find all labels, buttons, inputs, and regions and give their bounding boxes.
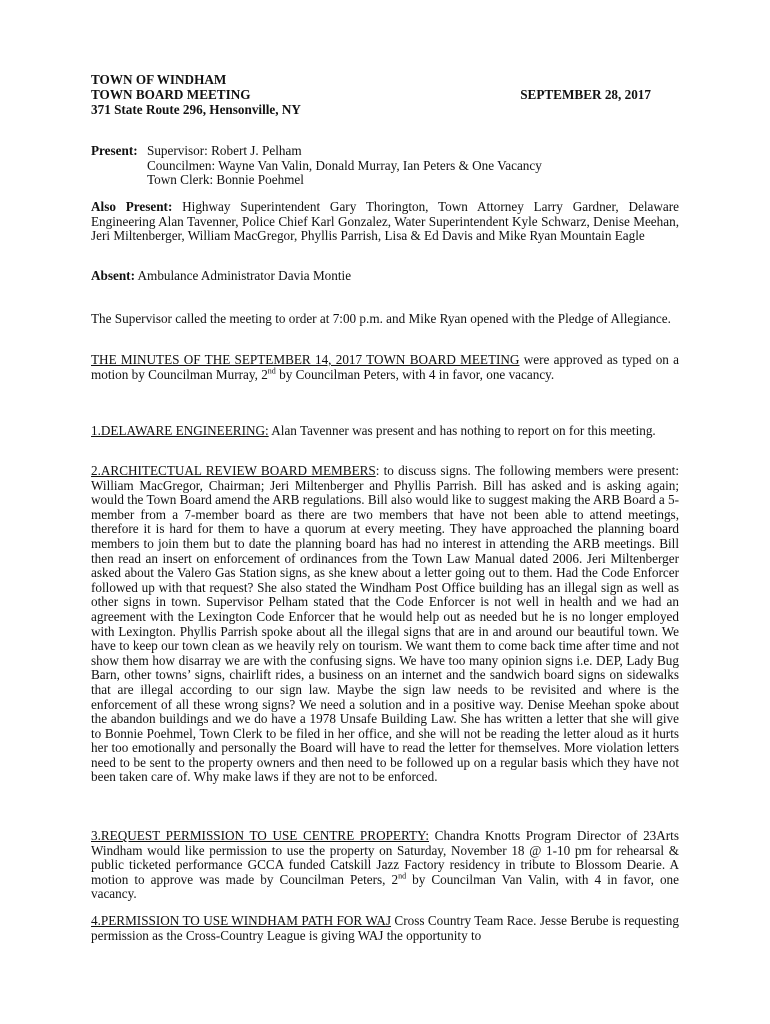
meeting-date: SEPTEMBER 28, 2017	[520, 87, 651, 102]
document-header	[91, 72, 651, 117]
item-3-text-b: by Councilman Van Valin, with 4 in favor, one vacancy.	[91, 871, 680, 902]
item-4-paragraph	[91, 914, 679, 943]
minutes-heading: THE MINUTES OF THE SEPTEMBER 14, 2017 TOWN BOARD MEETING	[91, 352, 520, 367]
also-present-paragraph	[91, 200, 679, 244]
meeting-title: TOWN BOARD MEETING	[91, 87, 251, 102]
town-name: TOWN OF WINDHAM	[91, 72, 227, 87]
item-3-paragraph	[91, 829, 679, 902]
absent-text: Ambulance Administrator Davia Montie	[134, 268, 352, 283]
also-present-text: Highway Superintendent Gary Thorington, Town Attorney Larry Gardner, Delaware Engineering Alan Tavenner, Police Chief Karl Gonzalez, Water Superintendent Kyle Schwarz, Denise Meehan, Jeri Miltenberger, William MacGregor, Phyllis Parrish, Lisa & Ed Davis and Mike Ryan Mountain Eagle	[91, 199, 679, 244]
item-1-heading: 1.DELAWARE ENGINEERING:	[91, 423, 269, 438]
item-4-text: Cross Country Team Race. Jesse Berube is requesting permission as the Cross-Country League is giving WAJ the opportunity to	[91, 913, 679, 943]
absent-label: Absent:	[91, 268, 135, 283]
also-present-label: Also Present:	[91, 199, 173, 214]
present-councilmen: Councilmen: Wayne Van Valin, Donald Murray, Ian Peters & One Vacancy	[147, 157, 542, 173]
minutes-superscript: nd	[267, 366, 276, 376]
item-2-heading: 2.ARCHITECTUAL REVIEW BOARD MEMBERS	[91, 463, 376, 478]
item-2-text: : to discuss signs. The following members were present: William MacGregor, Chairman; Jeri Miltenberger and Phyllis Parrish. Bill has asked and is asking again; would the Town Board amend the ARB regulations. Bill also would like to suggest making the ARB Board a 5-member from a 7-member board as there are two members that have not been able to attend meetings, therefore it is hard for them to have a quorum at every meeting. They have approached the planning board members to join them but to date the planning board has had no interest in attending the ARB meetings. Bill then read an insert on enforcement of ordinances from the Town Law Manual dated 2006. Jeri Miltenberger asked about the Valero Gas Station signs, as she knew about a letter going out to them. Had the Code Enforcer followed up with that request? She also stated the Windham Post Office building has an illegal sign as well as other signs in town. Supervisor Pelham stated that the Code Enforcer is not well in health and we had an agreement with the Lexington Code Enforcer that he would help out as needed but he is no longer employed with Lexington. Phyllis Parrish spoke about all the illegal signs that are in and around our beautiful town. We have to keep our town clean as we heavily rely on tourism. We want them to come back time after time and not show them how disarray we are with the confusing signs. We have too many opinion signs i.e. DEP, Lady Bug Barn, other towns’ signs, chairlift rides, a business on an internet and the sandwich board signs on sidewalks that are illegal according to our sign law. Maybe the sign law needs to be revisited and where is the enforcement of all these wrong signs? We need a solution and in a positive way. Denise Meehan spoke about the abandon buildings and we do have a 1978 Unsafe Building Law. She has written a letter that she will give to Bonnie Poehmel, Town Clerk to be filed in her office, and she will not be reading the letter aloud as it hurts her too emotionally and personally the Board will have to read the letter for themselves. More violation letters need to be sent to the property owners and then need to be followed up on a regular basis which they have not been taken care of. Why make laws if they are not to be enforced.	[91, 463, 679, 785]
present-section	[91, 144, 679, 188]
present-clerk: Town Clerk: Bonnie Poehmel	[147, 172, 304, 188]
minutes-text-a: were approved as typed on a motion by Councilman Murray, 2	[91, 352, 680, 382]
minutes-text-b: by Councilman Peters, with 4 in favor, one vacancy.	[275, 366, 555, 382]
item-3-superscript: nd	[398, 871, 407, 881]
minutes-paragraph	[91, 353, 679, 382]
item-1-paragraph	[91, 424, 679, 439]
item-2-paragraph	[91, 464, 679, 785]
call-to-order-paragraph: The Supervisor called the meeting to order at 7:00 p.m. and Mike Ryan opened with the Pledge of Allegiance.	[91, 311, 671, 326]
item-3-text-a: Chandra Knotts Program Director of 23Arts Windham would like permission to use the property on Saturday, November 18 @ 1-10 pm for rehearsal & public ticketed performance GCCA funded Catskill Jazz Factory residency in tribute to Blossom Dearie. A motion to approve was made by Councilman Peters, 2	[91, 828, 679, 887]
meeting-address: 371 State Route 296, Hensonville, NY	[91, 102, 301, 117]
item-4-heading: 4.PERMISSION TO USE WINDHAM PATH FOR WAJ	[91, 913, 392, 928]
present-label: Present:	[91, 143, 138, 158]
item-1-text: Alan Tavenner was present and has nothing to report on for this meeting.	[268, 423, 656, 438]
present-supervisor: Supervisor: Robert J. Pelham	[147, 143, 302, 158]
item-3-heading: 3.REQUEST PERMISSION TO USE CENTRE PROPERTY:	[91, 828, 430, 843]
absent-paragraph	[91, 269, 679, 284]
